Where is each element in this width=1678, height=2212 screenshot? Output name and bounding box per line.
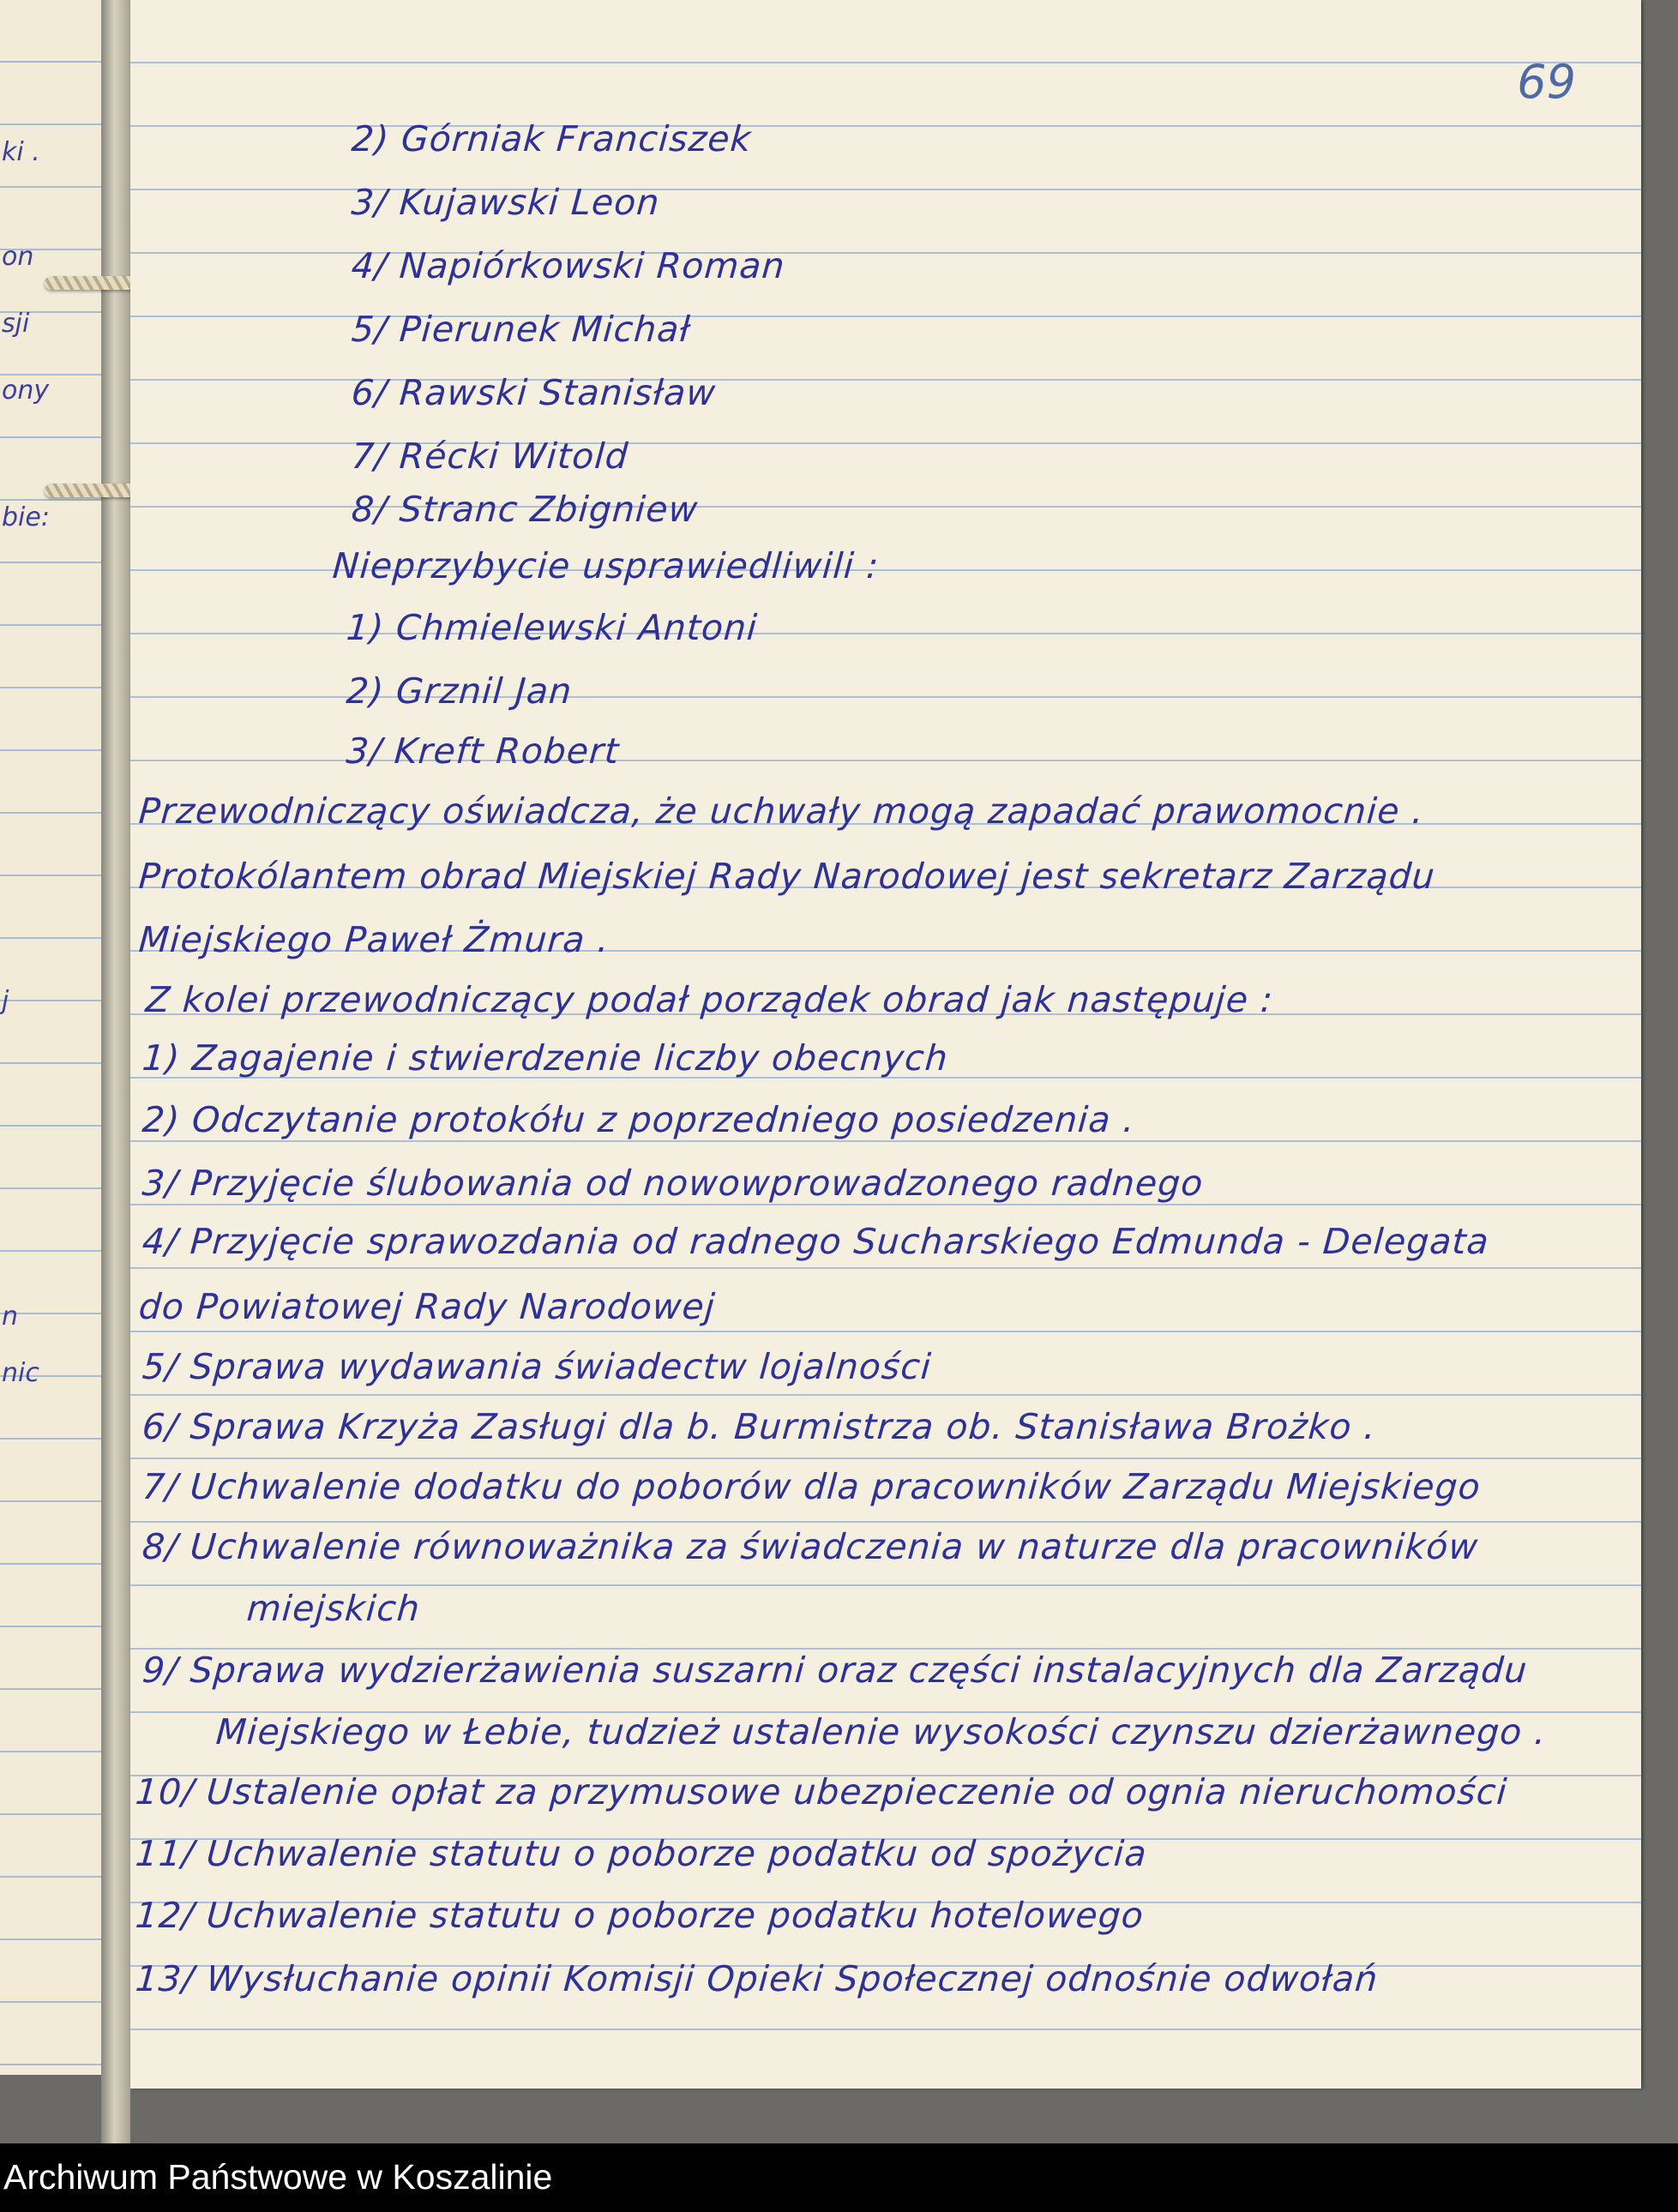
handwritten-line: miejskich (245, 1588, 422, 1629)
book-binding (101, 0, 130, 2143)
left-page-edge (0, 0, 104, 2075)
handwritten-line: 4/ Napiórkowski Roman (350, 245, 787, 286)
handwritten-line: 9/ Sprawa wydzierżawienia suszarni oraz części instalacyjnych dla Zarządu (141, 1650, 1530, 1691)
left-page-fragment: nic (2, 1358, 39, 1388)
handwritten-line: 6/ Rawski Stanisław (350, 372, 718, 413)
page-number: 69 (1517, 55, 1576, 109)
handwritten-line: 6/ Sprawa Krzyża Zasługi dla b. Burmistrza ob. Stanisława Brożko . (141, 1406, 1378, 1447)
left-page-fragment: sji (2, 309, 30, 339)
handwritten-line: 7/ Uchwalenie dodatku do poborów dla pracowników Zarządu Miejskiego (141, 1466, 1483, 1507)
handwritten-line: 2) Odczytanie protokółu z poprzedniego posiedzenia . (141, 1099, 1137, 1140)
handwritten-line: 5/ Sprawa wydawania świadectw lojalności (141, 1346, 934, 1387)
main-page (130, 0, 1641, 2089)
handwritten-line: 3/ Przyjęcie ślubowania od nowowprowadzonego radnego (141, 1163, 1206, 1204)
handwritten-line: 11/ Uchwalenie statutu o poborze podatku od spożycia (134, 1833, 1149, 1874)
handwritten-line: 2) Górniak Franciszek (350, 118, 754, 159)
handwritten-line: 8/ Stranc Zbigniew (350, 489, 700, 530)
handwritten-line: Miejskiego Paweł Żmura . (137, 919, 611, 960)
handwritten-line: 3/ Kujawski Leon (350, 182, 662, 223)
handwritten-line: Z kolei przewodniczący podał porządek obrad jak następuje : (144, 979, 1275, 1020)
handwritten-line: Protokólantem obrad Miejskiej Rady Narodowej jest sekretarz Zarządu (137, 856, 1437, 897)
handwritten-line: 1) Chmielewski Antoni (345, 607, 760, 648)
handwritten-line: Nieprzybycie usprawiedliwili : (331, 545, 881, 586)
handwritten-line: 4/ Przyjęcie sprawozdania od radnego Sucharskiego Edmunda - Delegata (141, 1221, 1491, 1262)
left-page-fragment: on (2, 242, 34, 272)
handwritten-line: 1) Zagajenie i stwierdzenie liczby obecnych (141, 1037, 950, 1079)
handwritten-line: 5/ Pierunek Michał (350, 309, 692, 350)
left-page-fragment: n (2, 1301, 19, 1331)
archive-footer (0, 2143, 1678, 2212)
left-page-fragment: ki . (2, 137, 40, 167)
handwritten-line: Miejskiego w Łebie, tudzież ustalenie wysokości czynszu dzierżawnego . (214, 1711, 1549, 1752)
left-page-fragment: ony (2, 376, 50, 406)
handwritten-line: 7/ Récki Witold (350, 436, 630, 477)
handwritten-line: 10/ Ustalenie opłat za przymusowe ubezpieczenie od ognia nieruchomości (134, 1771, 1509, 1812)
handwritten-line: do Powiatowej Rady Narodowej (137, 1286, 717, 1327)
handwritten-line: 2) Grznil Jan (345, 670, 574, 712)
handwritten-line: 12/ Uchwalenie statutu o poborze podatku hotelowego (134, 1895, 1146, 1936)
left-page-fragment: j (2, 986, 9, 1016)
archive-name: Archiwum Państwowe w Koszalinie (3, 2157, 553, 2197)
handwritten-line: 8/ Uchwalenie równoważnika za świadczenia w naturze dla pracowników (141, 1526, 1480, 1567)
left-page-fragment: bie: (2, 502, 50, 532)
handwritten-line: 3/ Kreft Robert (345, 730, 621, 772)
handwritten-line: 13/ Wysłuchanie opinii Komisji Opieki Społecznej odnośnie odwołań (134, 1958, 1380, 1999)
handwritten-line: Przewodniczący oświadcza, że uchwały mogą zapadać prawomocnie . (137, 790, 1426, 832)
